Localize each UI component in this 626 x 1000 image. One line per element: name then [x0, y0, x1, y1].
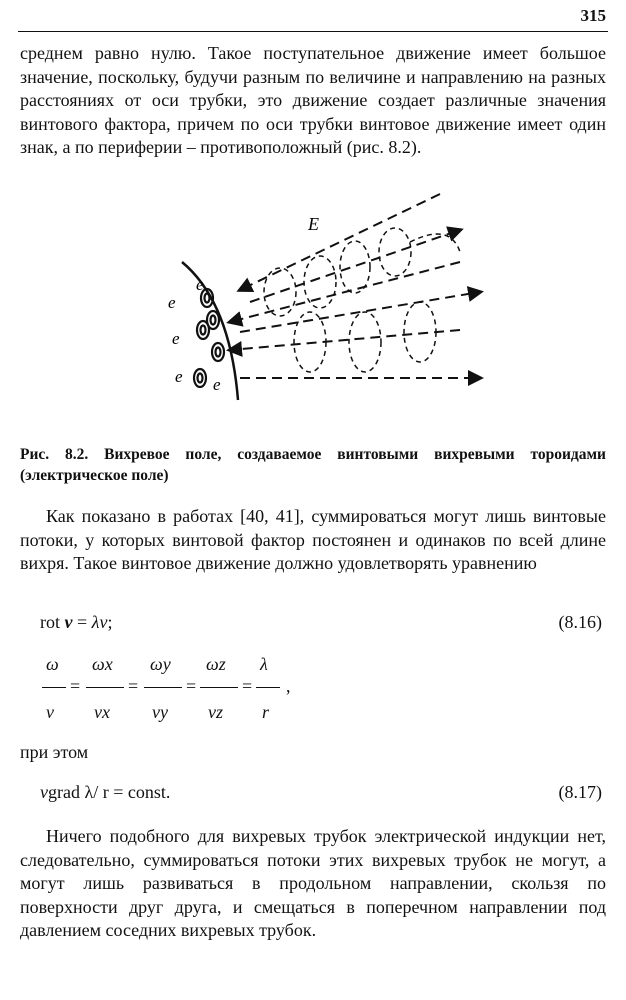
label-E: E	[308, 214, 319, 234]
paragraph-intro: среднем равно нулю. Такое поступательное движение имеет большое значение, поскольку, будучи разным по величине и направлению на разных расстояниях от оси трубки, это движение создает различные значения винтового фактора, причем по оси трубки винтовое движение имеет один знак, а по периферии – противоположный (рис. 8.2).	[20, 43, 606, 157]
label-e: e	[175, 367, 183, 386]
paragraph-summation: Как показано в работах [40, 41], суммироваться могут лишь винтовые потоки, у которых винтовой фактор постоянен и одинаков по всей длине вихря. Такое винтовое движение должно удовлетворять уравнению	[20, 506, 606, 573]
equation-8-16: rot v = λv; (8.16)	[40, 612, 602, 632]
page-number: 315	[580, 6, 606, 25]
label-e: e	[213, 375, 221, 394]
label-e: e	[196, 275, 204, 294]
label-e: e	[172, 329, 180, 348]
text-pri-etom: при этом	[20, 742, 89, 762]
vortex-field-figure	[160, 182, 490, 412]
figure-caption: Рис. 8.2. Вихревое поле, создаваемое винтовыми вихревыми тороидами (электрическое поле)	[20, 446, 606, 484]
paragraph-conclusion: Ничего подобного для вихревых трубок электрической индукции нет, следовательно, суммироваться потоки этих вихревых трубок не могут, а могут лишь развиваться в продольном направлении, скользя по поверхности друг друга, и смещаться в поперечном направлении под давлением соседних вихревых трубок.	[20, 826, 606, 940]
fraction-equation: ω ωx ωy ωz λ = = = = , v vx vy vz r	[40, 654, 340, 726]
label-e: e	[168, 293, 176, 312]
equation-number: (8.17)	[558, 782, 602, 802]
header-rule	[18, 31, 608, 32]
equation-8-17: vgrad λ/ r = const. (8.17)	[40, 782, 602, 802]
equation-number: (8.16)	[558, 612, 602, 632]
